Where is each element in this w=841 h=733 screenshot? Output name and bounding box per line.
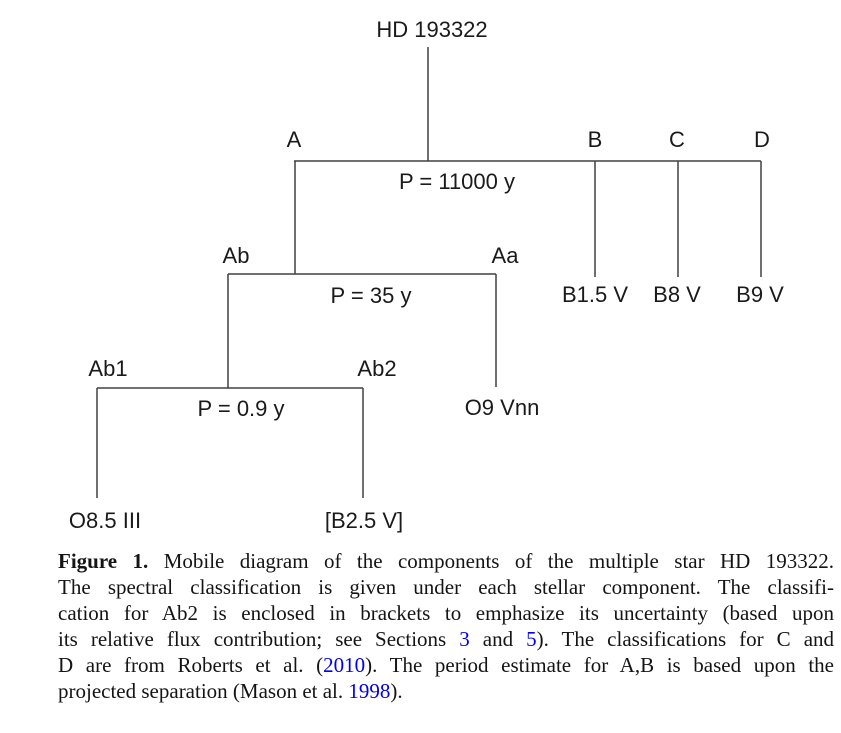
spectral-label-Aa: O9 Vnn <box>464 395 540 420</box>
caption-line <box>58 600 834 626</box>
node-label-Aa: Aa <box>491 243 519 268</box>
caption-figure-number: Figure 1. <box>58 549 149 573</box>
node-label-Ab1: Ab1 <box>88 356 128 381</box>
caption-text: its relative flux contribution; see Sections <box>58 627 460 651</box>
spectral-label-Ab1: O8.5 III <box>68 508 142 533</box>
caption-text: D are from Roberts et al. ( <box>58 653 324 677</box>
node-label-Ab: Ab <box>222 243 250 268</box>
caption-text: The spectral classification is given under each stellar component. The classifi- <box>58 575 834 599</box>
caption-text: cation for Ab2 is enclosed in brackets to emphasize its uncertainty (based upon <box>58 601 834 625</box>
spectral-label-Ab2: [B2.5 V] <box>324 508 404 533</box>
node-label-C: C <box>669 127 685 152</box>
caption-text: ). The classifications for C and <box>536 627 835 651</box>
caption-line <box>58 652 834 678</box>
node-label-B: B <box>587 127 603 152</box>
node-label-D: D <box>754 127 770 152</box>
spectral-label-C: B8 V <box>653 282 701 307</box>
caption-line <box>58 678 834 704</box>
period-label-AB: P = 11000 y <box>398 169 516 194</box>
section-link-5[interactable]: 5 <box>526 627 537 651</box>
section-link-3[interactable]: 3 <box>459 627 470 651</box>
caption-line <box>58 548 834 574</box>
figure-caption <box>58 548 834 704</box>
node-label-Ab2: Ab2 <box>357 356 397 381</box>
node-label-root: HD 193322 <box>376 17 488 42</box>
caption-text: Mobile diagram of the components of the multiple star HD 193322. <box>148 549 835 573</box>
caption-line <box>58 574 834 600</box>
citation-link-roberts-2010[interactable]: 2010 <box>323 653 366 677</box>
caption-text: ). <box>390 679 403 703</box>
spectral-label-B: B1.5 V <box>561 282 629 307</box>
caption-text: projected separation (Mason et al. <box>58 679 349 703</box>
citation-link-mason-1998[interactable]: 1998 <box>348 679 391 703</box>
period-label-Ab1Ab2: P = 0.9 y <box>197 396 285 421</box>
caption-text: ). The period estimate for A,B is based upon the <box>365 653 834 677</box>
caption-text: and <box>469 627 527 651</box>
caption-line <box>58 626 834 652</box>
node-label-A: A <box>286 127 302 152</box>
spectral-label-D: B9 V <box>736 282 784 307</box>
period-label-AbAa: P = 35 y <box>330 283 412 308</box>
